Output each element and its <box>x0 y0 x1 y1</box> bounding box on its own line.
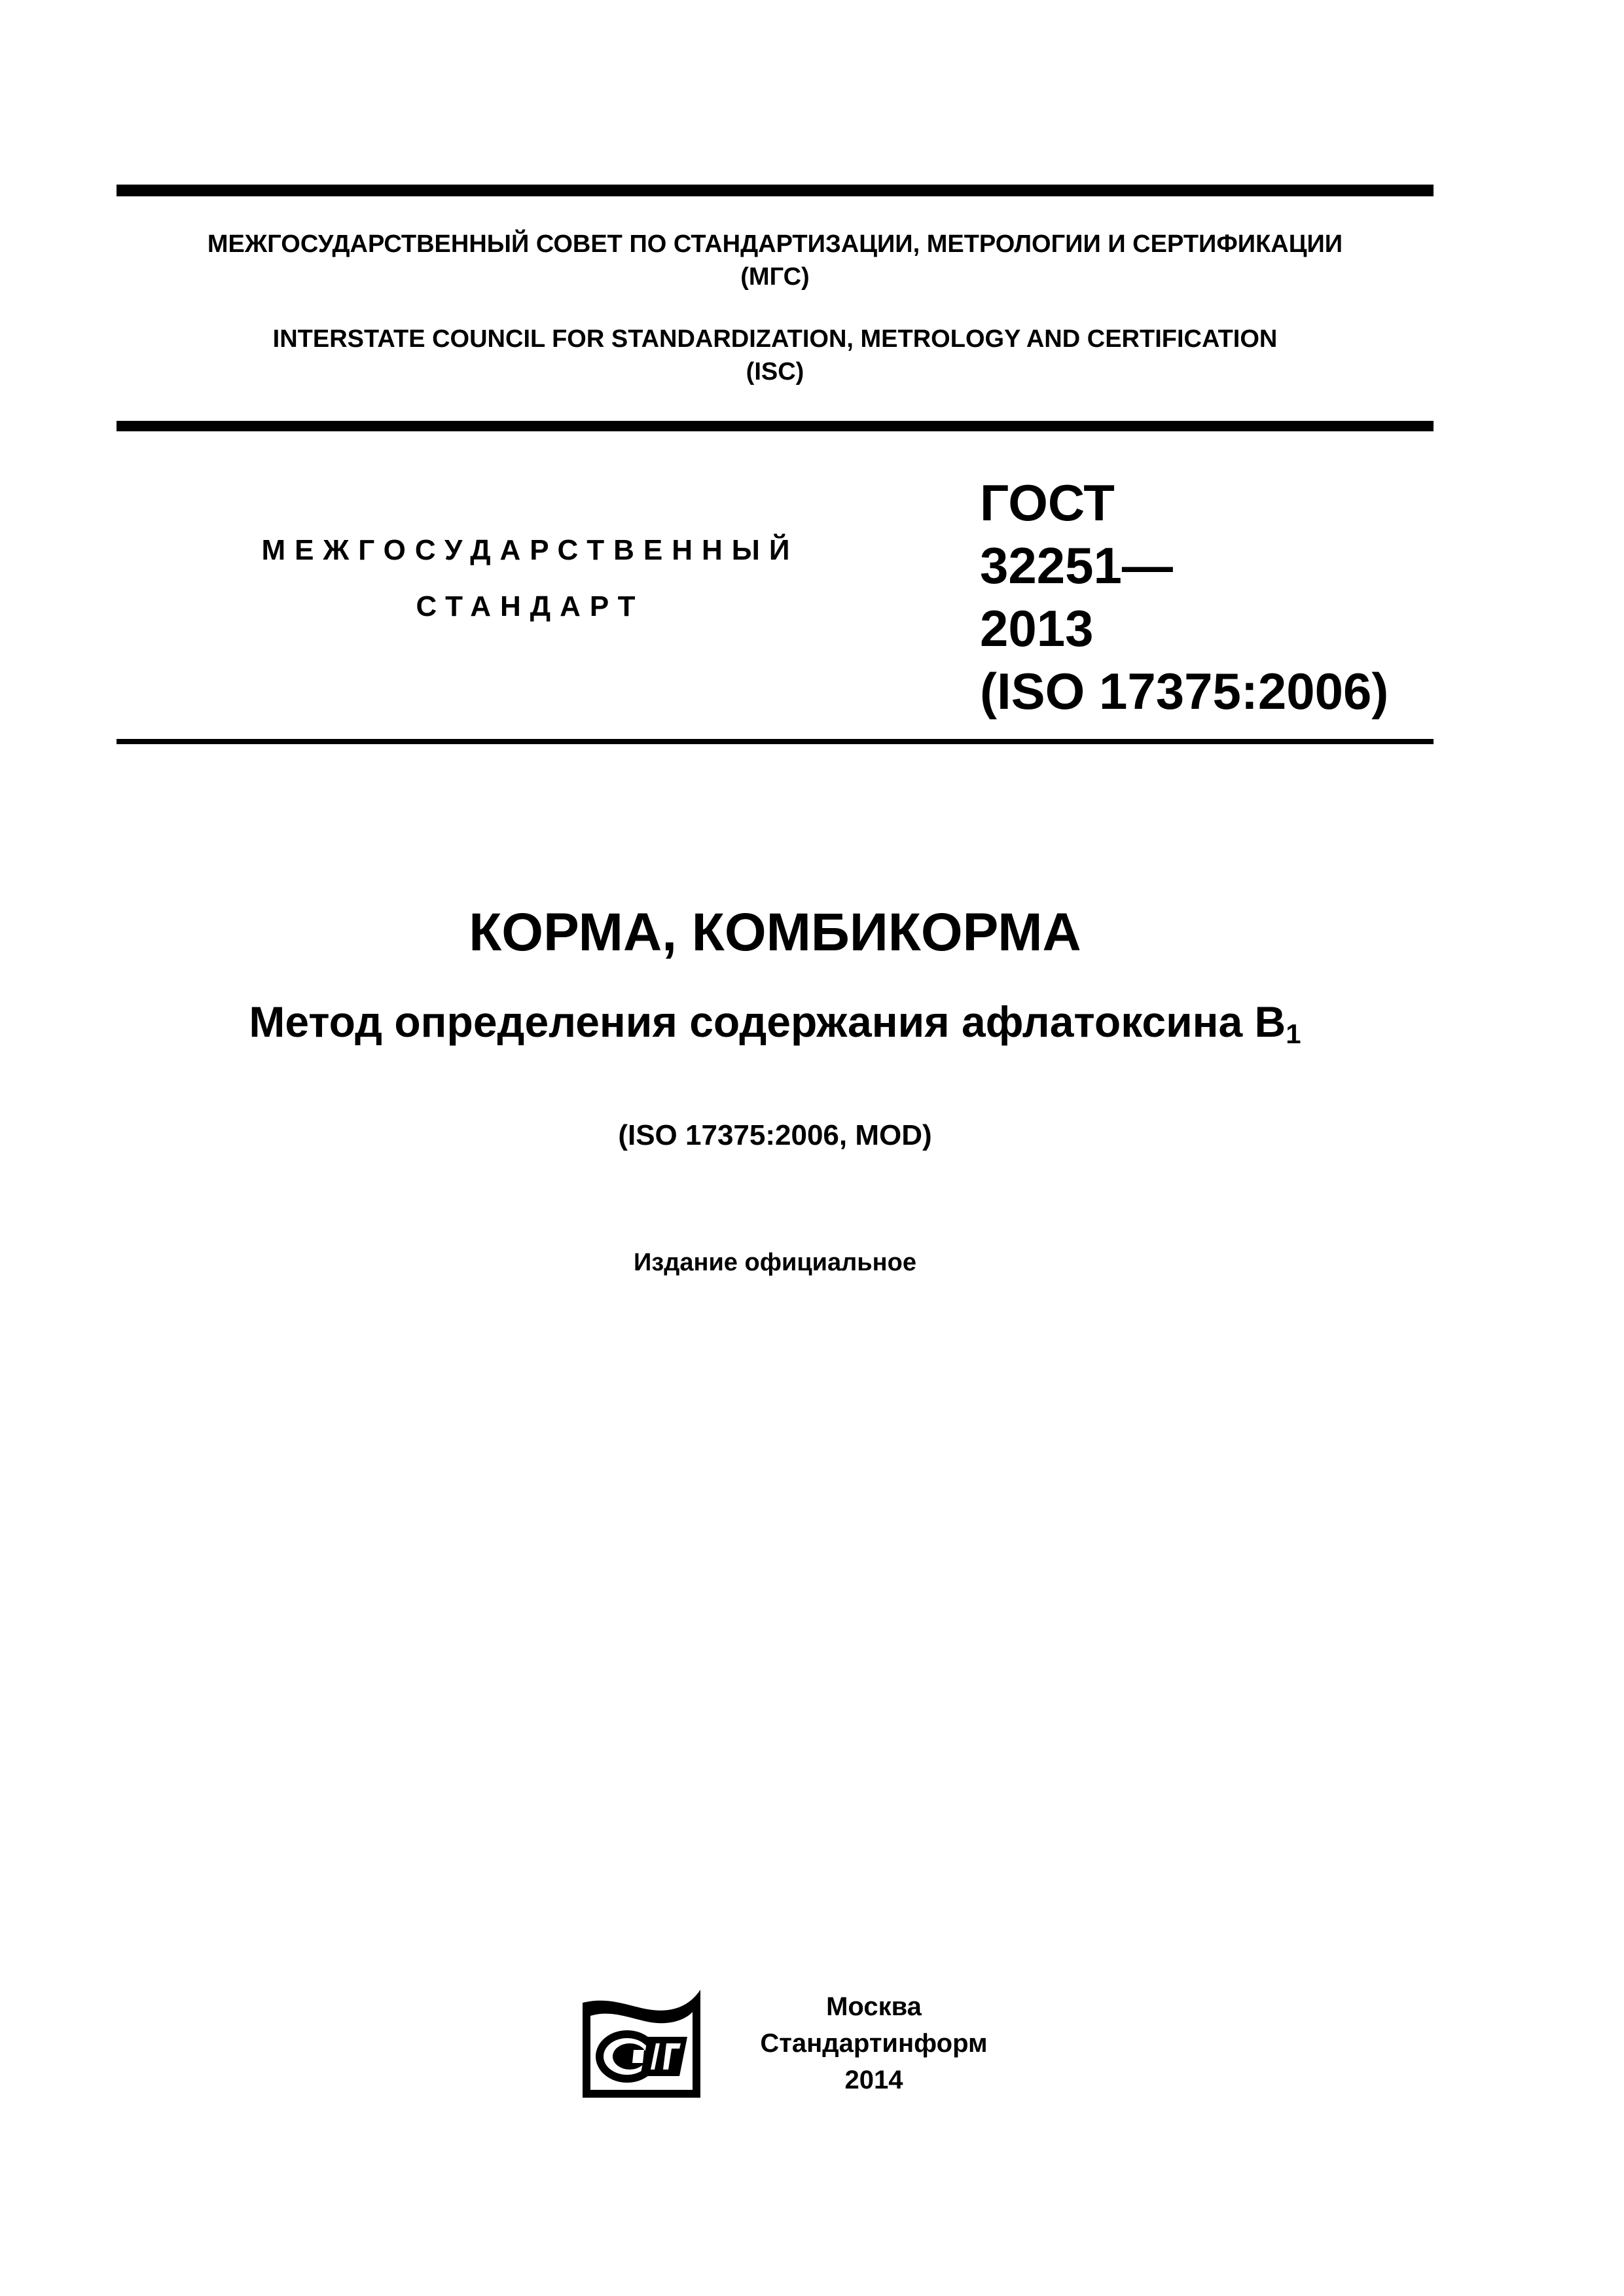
edition-note: Издание официальное <box>634 1249 916 1276</box>
designation-line-4: (ISO 17375:2006) <box>980 662 1389 720</box>
document-subtitle <box>117 997 1434 1050</box>
middle-rule <box>117 421 1434 431</box>
subtitle-text: Метод определения содержания афлатоксина B <box>249 997 1286 1046</box>
iso-reference: (ISO 17375:2006, MOD) <box>618 1119 932 1151</box>
publication-year: 2014 <box>844 2066 903 2094</box>
designation-line-2: 32251— <box>980 537 1173 594</box>
council-abbr-en: (ISC) <box>746 358 804 386</box>
standard-type-line-1: МЕЖГОСУДАРСТВЕННЫЙ <box>261 534 799 566</box>
publisher-city: Москва <box>826 1992 922 2021</box>
council-name-ru: МЕЖГОСУДАРСТВЕННЫЙ СОВЕТ ПО СТАНДАРТИЗАЦИИ, МЕТРОЛОГИИ И СЕРТИФИКАЦИИ <box>207 230 1343 258</box>
designation-line-1: ГОСТ <box>980 474 1115 531</box>
top-rule <box>117 185 1434 196</box>
subtitle-subscript: 1 <box>1286 1018 1301 1049</box>
standard-designation <box>980 471 1388 723</box>
document-title: КОРМА, КОМБИКОРМА <box>469 903 1081 962</box>
designation-line-3: 2013 <box>980 600 1094 657</box>
council-name-en: INTERSTATE COUNCIL FOR STANDARDIZATION, METROLOGY AND CERTIFICATION <box>272 325 1278 353</box>
standard-type-line-2: СТАНДАРТ <box>416 590 645 622</box>
bottom-rule <box>117 739 1434 744</box>
publisher-block <box>746 1988 1001 2098</box>
publisher-name: Стандартинформ <box>760 2029 988 2058</box>
council-abbr-ru: (МГС) <box>740 263 810 291</box>
publisher-logo <box>576 1990 707 2101</box>
